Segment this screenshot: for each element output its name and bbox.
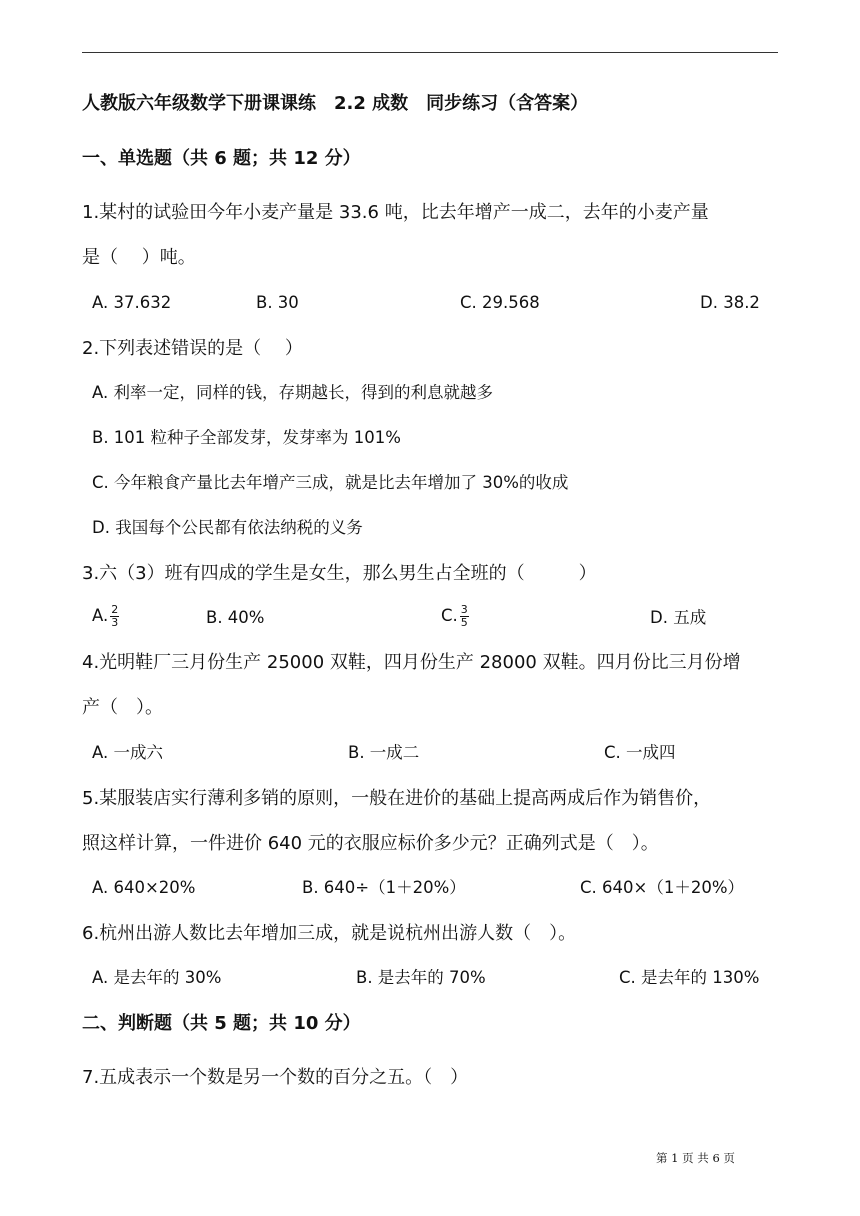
question-6-option-b[interactable]: B. 是去年的 70% <box>356 968 486 987</box>
question-5-line-2: 照这样计算，一件进价 640 元的衣服应标价多少元？正确列式是（ ）。 <box>82 833 659 854</box>
question-7-line-1: 7.五成表示一个数是另一个数的百分之五。（ ） <box>82 1067 469 1088</box>
section-heading-true-false: 二、判断题（共 5 题；共 10 分） <box>82 1013 361 1034</box>
header-rule <box>82 52 778 53</box>
question-3-option-b[interactable]: B. 40% <box>206 608 265 627</box>
question-1-line-2: 是（ ）吨。 <box>82 247 196 268</box>
question-1-option-b[interactable]: B. 30 <box>256 293 299 312</box>
question-1-line-1: 1.某村的试验田今年小麦产量是 33.6 吨，比去年增产一成二，去年的小麦产量 <box>82 202 709 223</box>
question-5-option-c[interactable]: C. 640×（1＋20%） <box>580 878 745 897</box>
question-2-option-a[interactable]: A. 利率一定，同样的钱，存期越长，得到的利息就越多 <box>92 383 493 402</box>
question-5-option-a[interactable]: A. 640×20% <box>92 878 196 897</box>
question-1-option-c[interactable]: C. 29.568 <box>460 293 540 312</box>
document-title: 人教版六年级数学下册课课练 2.2 成数 同步练习（含答案） <box>82 93 589 114</box>
question-5-line-1: 5.某服装店实行薄利多销的原则，一般在进价的基础上提高两成后作为销售价， <box>82 788 712 809</box>
fraction <box>460 604 469 629</box>
section-heading-single-choice: 一、单选题（共 6 题；共 12 分） <box>82 148 361 169</box>
fraction-numerator: 3 <box>460 603 468 616</box>
page-footer: 第 1 页 共 6 页 <box>656 1151 735 1165</box>
fraction-denominator: 3 <box>111 616 119 629</box>
question-4-option-c[interactable]: C. 一成四 <box>604 743 676 762</box>
question-1-option-d[interactable]: D. 38.2 <box>700 293 760 312</box>
question-2-option-b[interactable]: B. 101 粒种子全部发芽，发芽率为 101% <box>92 428 401 447</box>
question-6-option-a[interactable]: A. 是去年的 30% <box>92 968 222 987</box>
option-prefix: C. <box>441 606 458 625</box>
question-2-option-c[interactable]: C. 今年粮食产量比去年增产三成，就是比去年增加了 30%的收成 <box>92 473 569 492</box>
question-4-option-a[interactable]: A. 一成六 <box>92 743 163 762</box>
fraction-denominator: 5 <box>460 616 468 629</box>
fraction <box>110 604 119 629</box>
question-3-option-d[interactable]: D. 五成 <box>650 608 707 627</box>
question-3-option-a[interactable] <box>92 604 119 629</box>
question-6-line-1: 6.杭州出游人数比去年增加三成，就是说杭州出游人数（ ）。 <box>82 923 577 944</box>
question-1-option-a[interactable]: A. 37.632 <box>92 293 172 312</box>
question-6-option-c[interactable]: C. 是去年的 130% <box>619 968 760 987</box>
question-4-option-b[interactable]: B. 一成二 <box>348 743 420 762</box>
fraction-numerator: 2 <box>111 603 119 616</box>
question-3-line-1: 3.六（3）班有四成的学生是女生，那么男生占全班的（ ） <box>82 563 597 584</box>
question-3-option-c[interactable] <box>441 604 469 629</box>
option-prefix: A. <box>92 606 109 625</box>
question-5-option-b[interactable]: B. 640÷（1＋20%） <box>302 878 466 897</box>
question-4-line-2: 产（ ）。 <box>82 697 163 718</box>
question-4-line-1: 4.光明鞋厂三月份生产 25000 双鞋，四月份生产 28000 双鞋。四月份比三月份增 <box>82 652 741 673</box>
question-2-line-1: 2.下列表述错误的是（ ） <box>82 338 303 359</box>
question-2-option-d[interactable]: D. 我国每个公民都有依法纳税的义务 <box>92 518 363 537</box>
